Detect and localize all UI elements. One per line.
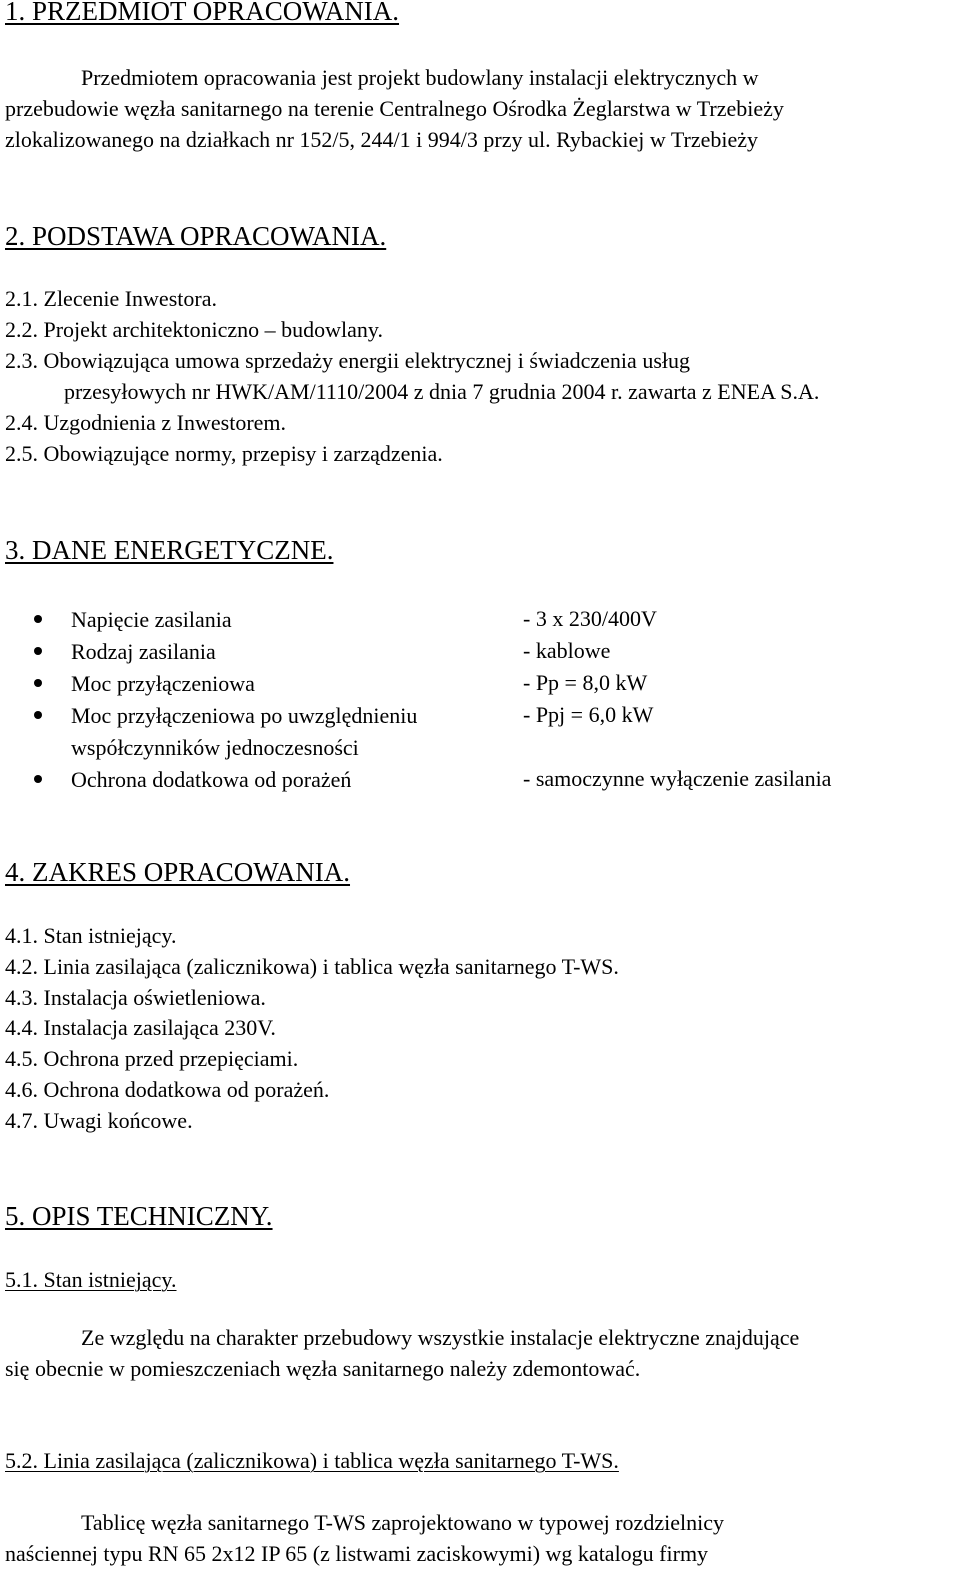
section-5-heading: 5. OPIS TECHNICZNY. [5, 1201, 273, 1231]
bullet-icon [34, 647, 42, 655]
energy-value: - 3 x 230/400V [523, 606, 657, 631]
subsection-title: 5.2. Linia zasilająca (zalicznikowa) i tablica węzła sanitarnego T-WS. [5, 1448, 619, 1473]
list-item: 4.2. Linia zasilająca (zalicznikowa) i tablica węzła sanitarnego T-WS. [5, 954, 619, 979]
energy-label: Ochrona dodatkowa od porażeń [71, 767, 352, 792]
paragraph-line: się obecnie w pomieszczeniach węzła sanitarnego należy zdemontować. [5, 1356, 641, 1381]
energy-label-continuation: współczynników jednoczesności [71, 735, 359, 760]
list-item: 4.6. Ochrona dodatkowa od porażeń. [5, 1077, 330, 1102]
list-item: 4.1. Stan istniejący. [5, 923, 177, 948]
energy-value: - Ppj = 6,0 kW [523, 702, 654, 727]
list-item: 2.4. Uzgodnienia z Inwestorem. [5, 410, 287, 435]
paragraph-line: przebudowie węzła sanitarnego na terenie Centralnego Ośrodka Żeglarstwa w Trzebieży [5, 96, 784, 121]
paragraph-line: Ze względu na charakter przebudowy wszystkie instalacje elektryczne znajdujące [81, 1325, 800, 1350]
section-1-heading: 1. PRZEDMIOT OPRACOWANIA. [5, 0, 400, 26]
section-4-heading: 4. ZAKRES OPRACOWANIA. [5, 857, 351, 887]
bullet-icon [34, 711, 42, 719]
paragraph-line: naściennej typu RN 65 2x12 IP 65 (z listwami zaciskowymi) wg katalogu firmy [5, 1541, 709, 1566]
paragraph-line: Tablicę węzła sanitarnego T-WS zaprojektowano w typowej rozdzielnicy [81, 1510, 724, 1535]
energy-value: - Pp = 8,0 kW [523, 670, 648, 695]
list-item: 4.3. Instalacja oświetleniowa. [5, 985, 266, 1010]
section-3-heading: 3. DANE ENERGETYCZNE. [5, 535, 334, 565]
energy-label: Rodzaj zasilania [71, 639, 216, 664]
list-item: 4.4. Instalacja zasilająca 230V. [5, 1015, 276, 1040]
list-item: 4.7. Uwagi końcowe. [5, 1108, 193, 1133]
list-item: 2.5. Obowiązujące normy, przepisy i zarządzenia. [5, 441, 443, 466]
energy-label: Moc przyłączeniowa [71, 671, 255, 696]
list-item: 4.5. Ochrona przed przepięciami. [5, 1046, 299, 1071]
list-item: 2.2. Projekt architektoniczno – budowlany. [5, 317, 383, 342]
energy-label: Moc przyłączeniowa po uwzględnieniu [71, 703, 418, 728]
bullet-icon [34, 775, 42, 783]
paragraph-line: Przedmiotem opracowania jest projekt budowlany instalacji elektrycznych w [81, 65, 759, 90]
bullet-icon [34, 679, 42, 687]
bullet-icon [34, 615, 42, 623]
subsection-title: 5.1. Stan istniejący. [5, 1267, 177, 1292]
energy-value: - kablowe [523, 638, 611, 663]
energy-value: - samoczynne wyłączenie zasilania [523, 766, 832, 791]
list-item-continuation: przesyłowych nr HWK/AM/1110/2004 z dnia 7 grudnia 2004 r. zawarta z ENEA S.A. [64, 379, 820, 404]
energy-label: Napięcie zasilania [71, 607, 232, 632]
paragraph-line: zlokalizowanego na działkach nr 152/5, 244/1 i 994/3 przy ul. Rybackiej w Trzebieży [5, 127, 759, 152]
section-2-heading: 2. PODSTAWA OPRACOWANIA. [5, 221, 387, 251]
list-item: 2.3. Obowiązująca umowa sprzedaży energii elektrycznej i świadczenia usług [5, 348, 690, 373]
list-item: 2.1. Zlecenie Inwestora. [5, 286, 217, 311]
